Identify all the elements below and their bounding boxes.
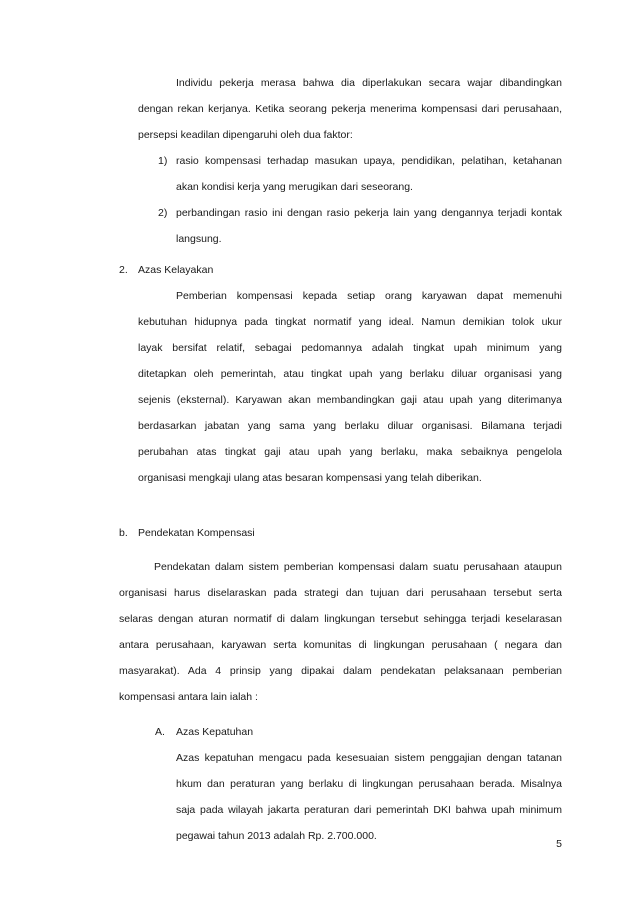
subsection-number: A. bbox=[155, 726, 165, 738]
section-number: b. bbox=[119, 527, 128, 539]
intro-line: dengan rekan kerjanya. Ketika seorang pekerja menerima kompensasi dari perusahaan, bbox=[138, 103, 562, 115]
section-number: 2. bbox=[119, 264, 128, 276]
list-number: 1) bbox=[158, 155, 168, 167]
paragraph-line: berdasarkan jabatan yang sama yang berlaku diluar organisasi. Bilamana terjadi bbox=[138, 420, 562, 432]
paragraph-line: layak bersifat relatif, sebagai pedomannya adalah tingkat upah minimum yang bbox=[138, 342, 562, 354]
list-number: 2) bbox=[158, 207, 168, 219]
list-item-line: langsung. bbox=[176, 233, 222, 245]
section-heading: Pendekatan Kompensasi bbox=[138, 527, 255, 539]
list-item-line: rasio kompensasi terhadap masukan upaya, pendidikan, pelatihan, ketahanan bbox=[176, 155, 562, 167]
paragraph-line: perubahan atas tingkat gaji atau upah yang berlaku, maka sebaiknya pengelola bbox=[138, 446, 562, 458]
page-number: 5 bbox=[556, 838, 562, 850]
paragraph-line: pegawai tahun 2013 adalah Rp. 2.700.000. bbox=[176, 830, 377, 842]
intro-first-line: Individu pekerja merasa bahwa dia diperlakukan secara wajar dibandingkan bbox=[176, 77, 562, 89]
section-b-first-line: Pendekatan dalam sistem pemberian kompensasi dalam suatu perusahaan ataupun bbox=[154, 561, 562, 573]
paragraph-line: selaras dengan aturan normatif di dalam lingkungan tersebut sehingga terjadi keselarasan bbox=[119, 613, 562, 625]
paragraph-line: kebutuhan hidupnya pada tingkat normatif yang ideal. Namun demikian tolok ukur bbox=[138, 316, 562, 328]
paragraph-line: antara perusahaan, karyawan serta komunitas di lingkungan perusahaan ( negara dan bbox=[119, 639, 562, 651]
paragraph-line: sejenis (eksternal). Karyawan akan membandingkan gaji atau upah yang diterimanya bbox=[138, 394, 562, 406]
paragraph-line: masyarakat). Ada 4 prinsip yang dipakai dalam pendekatan pelaksanaan pemberian bbox=[119, 665, 562, 677]
paragraph-line: ditetapkan oleh pemerintah, atau tingkat upah yang berlaku diluar organisasi yang bbox=[138, 368, 562, 380]
list-item-line: perbandingan rasio ini dengan rasio pekerja lain yang dengannya terjadi kontak bbox=[176, 207, 562, 219]
paragraph-line: hkum dan peraturan yang berlaku di lingkungan perusahaan berada. Misalnya bbox=[176, 778, 562, 790]
list-item-line: akan kondisi kerja yang merugikan dari seseorang. bbox=[176, 181, 413, 193]
paragraph-line: organisasi harus diselaraskan pada strategi dan tujuan dari perusahaan tersebut serta bbox=[119, 587, 562, 599]
paragraph-line: saja pada wilayah jakarta peraturan dari pemerintah DKI bahwa upah minimum bbox=[176, 804, 562, 816]
intro-line: persepsi keadilan dipengaruhi oleh dua faktor: bbox=[138, 129, 353, 141]
section-heading: Azas Kelayakan bbox=[138, 264, 214, 276]
section-2-first-line: Pemberian kompensasi kepada setiap orang karyawan dapat memenuhi bbox=[176, 290, 562, 302]
paragraph-line: Azas kepatuhan mengacu pada kesesuaian sistem penggajian dengan tatanan bbox=[176, 752, 562, 764]
subsection-heading: Azas Kepatuhan bbox=[176, 726, 254, 738]
paragraph-line: organisasi mengkaji ulang atas besaran kompensasi yang telah diberikan. bbox=[138, 472, 482, 484]
paragraph-line: kompensasi antara lain ialah : bbox=[119, 691, 258, 703]
